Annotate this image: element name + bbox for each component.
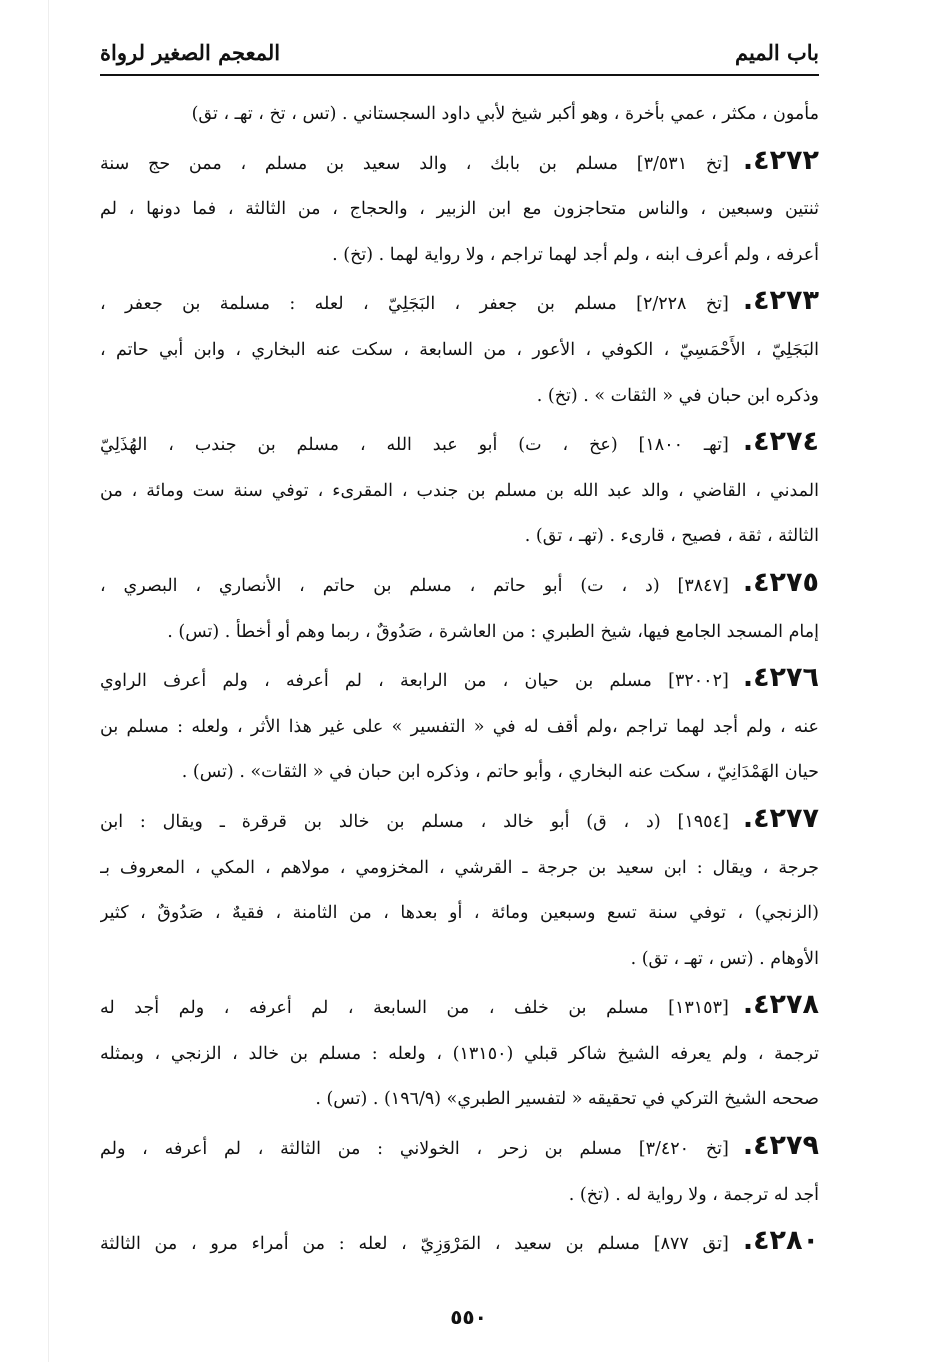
- entry-line: [100, 796, 819, 846]
- entry-line: [100, 1123, 819, 1173]
- entry-number: ٤٢٨٠.: [742, 1225, 819, 1257]
- line-text: ترجمة ، ولم يعرفه الشيخ شاكر قبلي (١٣١٥٠) ، ولعله : مسلم بن خالد ، الزنجي ، وبمثله: [100, 1043, 819, 1064]
- chapter-title: باب الميم: [734, 39, 819, 65]
- text-line: [100, 1032, 819, 1078]
- text-line: [100, 328, 819, 374]
- line-text: الأوهام . (تس ، تهـ ، تق) .: [630, 948, 819, 969]
- entry-line: [100, 560, 819, 610]
- line-text: الثالثة ، ثقة ، فصيح ، قارىء . (تهـ ، تق) .: [524, 526, 819, 547]
- text-line: [100, 705, 819, 751]
- page-edge-shadow: [48, 0, 49, 1362]
- text-line: [100, 1077, 819, 1123]
- line-text: مأمون ، مكثر ، عمي بأخرة ، وهو أكبر شيخ لأبي داود السجستاني . (تس ، تخ ، تهـ ، تق): [191, 104, 819, 124]
- line-text: المدني ، القاضي ، والد عبد الله بن مسلم بن جندب ، المقرىء ، توفي سنة ست ومائة ، من: [100, 480, 819, 501]
- text-line: [100, 514, 819, 560]
- line-text: [٣٢٠٠٢] مسلم بن حيان ، من الرابعة ، لم أعرفه ، ولم أعرف الراوي: [100, 671, 729, 692]
- line-text: [٣٨٤٧] (د ، ت) أبو حاتم ، مسلم بن حاتم ، الأنصاري ، البصري ،: [100, 575, 729, 596]
- text-line: [100, 750, 819, 796]
- body-text: [100, 92, 819, 1268]
- text-line: [100, 610, 819, 656]
- entry-line: [100, 655, 819, 705]
- line-text: [تخ ٣/٥٣١] مسلم بن بابك ، والد سعيد بن مسلم ، ممن حج سنة: [100, 153, 729, 174]
- line-text: عنه ، ولم أجد لهما تراجم ،ولم أقف له في « التفسير » على غير هذا الأثر ، ولعله : مسلم بن: [100, 716, 819, 737]
- text-line: [100, 891, 819, 937]
- text-line: [100, 187, 819, 233]
- running-header: [100, 30, 819, 76]
- entry-number: ٤٢٧٩.: [742, 1130, 819, 1162]
- text-line: [100, 937, 819, 983]
- line-text: جرجة ، ويقال : ابن سعيد بن جرجة ـ القرشي ، المخزومي ، مولاهم ، المكي ، المعروف بـ: [100, 857, 819, 878]
- line-text: أعرفه ، ولم أعرف ابنه ، ولم أجد لهما تراجم ، ولا رواية لهما . (تخ) .: [332, 244, 819, 265]
- entry-number: ٤٢٧٧.: [742, 802, 819, 834]
- book-title: المعجم الصغير لرواة: [100, 39, 281, 65]
- entry-number: ٤٢٧٤.: [742, 426, 819, 458]
- text-line: [100, 846, 819, 892]
- line-text: [١٩٥٤] (د ، ق) أبو خالد ، مسلم بن خالد بن قرقرة ـ ويقال : ابن: [100, 811, 729, 832]
- entry-number: ٤٢٧٥.: [742, 566, 819, 598]
- line-text: [تهـ ١٨٠٠] (عخ ، ت) أبو عبد الله ، مسلم بن جندب ، الهُذَلِيّ: [100, 435, 729, 456]
- text-line: [100, 374, 819, 420]
- entry-line: [100, 138, 819, 188]
- line-text: [تخ ٣/٤٢٠] مسلم بن زحر ، الخولاني : من الثالثة ، لم أعرفه ، ولم: [100, 1139, 729, 1160]
- page-number: ٥٥٠: [450, 1305, 487, 1329]
- line-text: أجد له ترجمة ، ولا رواية له . (تخ) .: [568, 1184, 819, 1205]
- entry-line: [100, 1218, 819, 1268]
- line-text: حيان الهَمْدَانِيّ ، سكت عنه البخاري ، وأبو حاتم ، وذكره ابن حبان في « الثقات» . (تس) .: [181, 762, 819, 783]
- entry-number: ٤٢٧٨.: [742, 989, 819, 1021]
- line-text: البَجَلِيّ ، الأَحْمَسِيّ ، الكوفي ، الأعور ، من السابعة ، سكت عنه البخاري ، وابن أبي حاتم ،: [100, 339, 819, 360]
- line-text: وذكره ابن حبان في « الثقات » . (تخ) .: [536, 385, 819, 406]
- line-text: إمام المسجد الجامع فيها، شيخ الطبري : من العاشرة ، صَدُوقٌ ، ربما وهم أو أخطأ . (تس) .: [167, 621, 819, 642]
- entry-line: [100, 278, 819, 328]
- line-text: [تق ٨٧٧] مسلم بن سعيد ، المَرْوَزِيّ ، لعله : من أمراء مرو ، من الثالثة: [100, 1234, 729, 1255]
- line-text: صححه الشيخ التركي في تحقيقه « لتفسير الطبري» (١٩٦/٩) . (تس) .: [315, 1089, 819, 1110]
- text-line: [100, 233, 819, 279]
- entry-line: [100, 419, 819, 469]
- text-line: [100, 1173, 819, 1219]
- line-text: [تخ ٢/٢٢٨] مسلم بن جعفر ، البَجَلِيّ ، لعله : مسلمة بن جعفر ،: [100, 294, 729, 315]
- entry-number: ٤٢٧٣.: [742, 285, 819, 317]
- line-text: [١٣١٥٣] مسلم بن خلف ، من السابعة ، لم أعرفه ، ولم أجد له: [100, 998, 729, 1019]
- text-line: [100, 92, 819, 138]
- entry-line: [100, 982, 819, 1032]
- entry-number: ٤٢٧٢.: [742, 144, 819, 176]
- line-text: (الزنجي) ، توفي سنة تسع وسبعين ومائة ، أو بعدها ، من الثامنة ، فقيهٌ ، صَدُوقٌ ، كثير: [100, 903, 819, 924]
- entry-number: ٤٢٧٦.: [742, 662, 819, 694]
- text-line: [100, 469, 819, 515]
- line-text: ثنتين وسبعين ، والناس متحاجزون مع ابن الزبير ، والحجاج ، من الثالثة ، فما دونها ، لم: [100, 199, 819, 220]
